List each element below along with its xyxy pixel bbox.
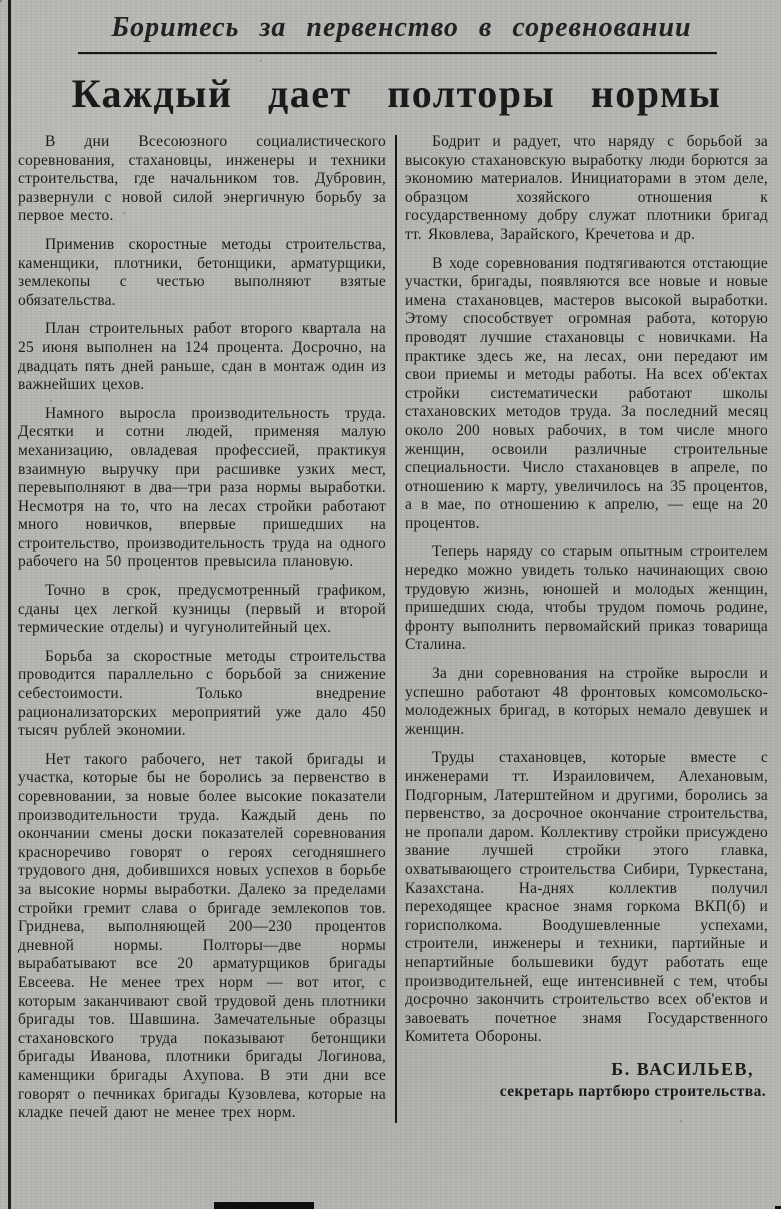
kicker-underline-rule <box>78 52 717 54</box>
signature-name: Б. ВАСИЛЬЕВ, <box>611 1058 754 1079</box>
article-paragraph: Бодрит и радует, что наряду с борьбой за высокую стахановскую выработку люди борются за экономию материалов. Инициаторами в этом деле, образцом хозяйского отношения к государственному добру служат плотники бригад тт. Яковлева, Зарайского, Кречетова и др. <box>405 133 768 243</box>
signature-block <box>405 1059 768 1101</box>
article-column-left <box>18 133 386 1123</box>
article-paragraph: В ходе соревнования подтягиваются отстающие участки, бригады, появляются все новые и новые имена стахановцев, мастеров высокой выработки. Этому способствует огромная работа, которую проводят лучшие стахановцы с новичками. На практике здесь же, на лесах, они передают им свои приемы и методы работы. На всех об'ектах стройки систематически работают школы стахановских методов труда. За последний месяц около 200 новых рабочих, в том числе много женщин, освоили различные строительные специальности. Число стахановцев в апреле, по отношению к марту, увеличилось на 35 процентов, а в мае, по отношению к апрелю, — еще на 20 процентов. <box>405 254 768 532</box>
column-divider-rule <box>395 135 397 1123</box>
article-paragraph: Борьба за скоростные методы строительства проводится параллельно с борьбой за снижение себестоимости. Только внедрение рационализаторских мероприятий уже дало 450 тысяч рублей экономии. <box>18 647 386 740</box>
article-headline: Каждый дает полторы нормы <box>71 71 722 116</box>
article-paragraph: Труды стахановцев, которые вместе с инженерами тт. Израиловичем, Алехановым, Подгорным, Латерштейном и другими, боролись за первенство, за досрочное окончание строительства, не пропали даром. Коллективу стройки присуждено звание лучшей стройки этого главка, охватывающего строительства Сибири, Туркестана, Казахстана. На-днях коллектив получил переходящее красное знамя горкома ВКП(б) и горисполкома. Воодушевленные успехами, строители, инженеры и техники, партийные и непартийные большевики будут работать еще производительней, еще интенсивней с тем, чтобы досрочно закончить строительство всех об'ектов и завоевать почетное знамя Государственного Комитета Обороны. <box>405 749 768 1046</box>
bottom-rule-fragment <box>214 1202 314 1209</box>
article-paragraph: Теперь наряду со старым опытным строителем нередко можно увидеть только начинающих свою трудовую жизнь, юношей и молодых женщин, пришедших сюда, чтобы трудом помочь родине, фронту выполнить первомайский приказ товарища Сталина. <box>405 543 768 654</box>
paper-grain-speckles <box>0 0 2 2</box>
article-paragraph: Точно в срок, предусмотренный графиком, сданы цех легкой кузницы (первый и второй термические отделы) и чугунолитейный цех. <box>18 582 386 637</box>
scan-edge-line <box>8 0 11 1209</box>
article-column-right <box>405 133 768 1123</box>
right-column-paragraphs <box>405 133 768 1047</box>
signature-title: секретарь партбюро строительства. <box>499 1082 766 1100</box>
article-paragraph: В дни Всесоюзного социалистического соревнования, стахановцы, инженеры и техники строительства, где начальником тов. Дубровин, развернули с новой силой энергичную борьбу за первое место. <box>18 133 386 225</box>
article-content <box>18 8 775 1123</box>
article-paragraph: Применив скоростные методы строительства, каменщики, плотники, бетонщики, арматурщики, землекопы с честью выполняют взятые обязательства. <box>18 235 386 309</box>
article-paragraph: Нет такого рабочего, нет такой бригады и участка, которые бы не боролись за первенство в соревновании, за новые более высокие показатели производительности труда. Каждый день по окончании смены доски показателей соревнования красноречиво говорят о героях сегодняшнего трудового дня, добившихся новых успехов в борьбе за высокие нормы выработки. Далеко за пределами стройки гремит слава о бригаде землекопов тов. Гриднева, выполняющей 200—230 процентов дневной нормы. Полторы—две нормы вырабатывают все 20 арматурщиков бригады Евсеева. Не менее трех норм — вот итог, с которым заканчивают свой трудовой день плотники бригады тов. Шавшина. Замечательные образцы стахановского труда показывают бетонщики бригады Иванова, плотники бригады Логинова, каменщики бригады Ахупова. В эти дни все говорят о печниках бригады Кузовлева, которые на кладке печей дают не менее трех норм. <box>18 750 386 1122</box>
article-paragraph: За дни соревнования на стройке выросли и успешно работают 48 фронтовых комсомольско-молодежных бригад, в которых немало девушек и женщин. <box>405 665 768 738</box>
article-paragraph: План строительных работ второго квартала на 25 июня выполнен на 124 процента. Досрочно, на двадцать пять дней раньше, сдан в монтаж один из важнейших цехов. <box>18 320 386 394</box>
kicker-headline: Боритесь за первенство в соревновании <box>111 12 692 43</box>
article-paragraph: Намного выросла производительность труда. Десятки и сотни людей, применяя малую механизацию, овладевая профессией, практикуя взаимную выручку при расшивке узких мест, перевыполняют в два—три раза нормы выработки. Несмотря на то, что на лесах стройки работают много новичков, впервые пришедших на строительство, производительность труда на одного рабочего на 50 процентов превысила плановую. <box>18 404 386 571</box>
article-columns <box>18 133 775 1123</box>
